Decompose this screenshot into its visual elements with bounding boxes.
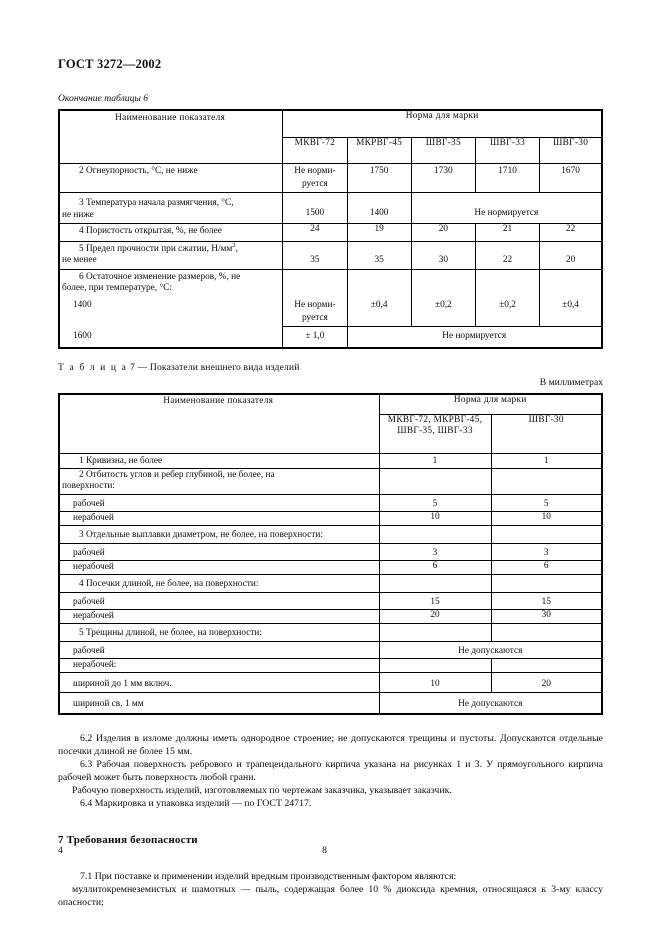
table6-row4-v3: 20 bbox=[411, 223, 475, 241]
table6-row5-v1: 35 bbox=[283, 255, 347, 269]
table7-row14-v1: 10 bbox=[379, 673, 491, 692]
table7-row11-label-text: 5 Трещины длиной, не более, на поверхности: bbox=[79, 628, 262, 639]
table7-row15-merged-value: Не допускаются bbox=[379, 692, 602, 714]
table7-row1-v2: 1 bbox=[491, 453, 602, 468]
table7-row4-label bbox=[59, 512, 379, 526]
table7-row2-label-line1: 2 Отбитость углов и ребер глубиной, не более, на bbox=[79, 470, 275, 481]
table7-row11-v1 bbox=[379, 624, 491, 641]
table6-row5-label-text: 5 Предел прочности при сжатии, Н/мм bbox=[79, 243, 233, 254]
table7-row13-label-text: нерабочей: bbox=[73, 659, 117, 670]
table7-caption-text: — Показатели внешнего вида изделий bbox=[137, 362, 300, 374]
table6-row4-v2: 19 bbox=[347, 223, 411, 241]
table6-row5-label bbox=[59, 241, 283, 269]
table6-row bbox=[59, 269, 602, 296]
table6-row1400-v2: ±0,4 bbox=[347, 296, 411, 327]
table6-row6-label bbox=[59, 269, 283, 296]
table6-row1400-label bbox=[59, 296, 283, 327]
table6-mark-2: МКРВГ-45 bbox=[347, 138, 411, 164]
table6-row5-label-tail: , bbox=[235, 243, 238, 254]
table6-row1400-v3: ±0,2 bbox=[411, 296, 475, 327]
page-number-left: 4 bbox=[58, 845, 63, 856]
table7-row2-label-line2: поверхности: bbox=[62, 481, 115, 492]
clause-6-2: 6.2 Изделия в изломе должны иметь однородное строение; не допускаются трещины и пустоты. Допускаются отдельные посечки длиной не более 15 мм. bbox=[58, 732, 603, 757]
table7-row9-v2: 15 bbox=[491, 592, 602, 609]
table7-row7-label-text: нерабочей bbox=[73, 562, 114, 572]
table7-row7-v2: 6 bbox=[491, 561, 602, 575]
table7-row bbox=[59, 592, 602, 609]
table6-row3-spacer1 bbox=[283, 193, 347, 208]
table7-row14-label-text: шириной до 1 мм включ. bbox=[73, 679, 172, 690]
table7-row4-v2: 10 bbox=[491, 512, 602, 526]
table6-row3-spacer3 bbox=[411, 193, 602, 208]
table7-row2-v1 bbox=[379, 469, 491, 495]
table7-mark-col1 bbox=[379, 415, 491, 454]
table7-row6-v2: 3 bbox=[491, 543, 602, 560]
table6-row1600-label-text: 1600 bbox=[73, 330, 92, 341]
table7-row2-v2 bbox=[491, 469, 602, 495]
table7-row bbox=[59, 692, 602, 714]
clause-6-3: 6.3 Рабочая поверхность ребрового и трапецеидального кирпича указана на рисунках 1 и 3. У прямоугольного кирпича рабочей может быть поверхность любой грани. bbox=[58, 758, 603, 783]
table6-row2-v1b: руется bbox=[283, 179, 347, 193]
table6-row1600-label bbox=[59, 327, 283, 349]
table-6 bbox=[58, 109, 603, 349]
table6-row5-spacer1 bbox=[283, 241, 347, 255]
table6-row3-v1: 1500 bbox=[283, 208, 347, 223]
table7-row4-label-text: нерабочей bbox=[73, 513, 114, 524]
table6-row1400-v4: ±0,2 bbox=[475, 296, 539, 327]
table7-row5-v2 bbox=[491, 526, 602, 543]
table7-row6-label-text: рабочей bbox=[73, 547, 105, 558]
table7-caption-number: 7 bbox=[130, 362, 136, 374]
table7-row bbox=[59, 453, 602, 468]
table7-row8-v2 bbox=[491, 575, 602, 592]
table7-row10-label-text: нерабочей bbox=[73, 610, 114, 621]
table7-row8-label bbox=[59, 575, 379, 592]
table7-row3-v1: 5 bbox=[379, 494, 491, 511]
table6-row5-v4: 22 bbox=[475, 255, 539, 269]
table6-row2-v1a: Не норми- bbox=[283, 164, 347, 180]
table6-row4-v4: 21 bbox=[475, 223, 539, 241]
table6-row4-v5: 22 bbox=[540, 223, 602, 241]
table6-row3-v3-merged: Не нормируется bbox=[411, 208, 602, 223]
table6-row5-v5: 20 bbox=[540, 255, 602, 269]
table6-row5-spacer4 bbox=[475, 241, 539, 255]
table7-row15-label-text: шириной св. 1 мм bbox=[73, 698, 144, 709]
table6-header-row-1 bbox=[59, 110, 602, 137]
table6-row bbox=[59, 241, 602, 255]
table7-row1-label-text: 1 Кривизна, не более bbox=[79, 455, 163, 466]
table7-caption bbox=[58, 362, 603, 374]
table7-row12-label-text: рабочей bbox=[73, 645, 105, 656]
table6-mark-4: ШВГ-33 bbox=[475, 138, 539, 164]
spacer bbox=[58, 810, 603, 834]
table7-group-header: Норма для марки bbox=[379, 394, 602, 415]
standard-header: ГОСТ 3272—2002 bbox=[58, 57, 162, 71]
table7-row9-label bbox=[59, 592, 379, 609]
table6-row4-label-line1: 4 Пористость открытая, %, не более bbox=[79, 225, 222, 236]
table7-name-column-header: Наименование показателя bbox=[59, 394, 379, 454]
table6-row5-spacer5 bbox=[540, 241, 602, 255]
table7-row3-label bbox=[59, 494, 379, 511]
table6-row1600-v1: ± 1,0 bbox=[283, 327, 347, 349]
table6-row2-v5: 1670 bbox=[540, 164, 602, 193]
table6-row5-v3: 30 bbox=[411, 255, 475, 269]
table6-row2-v2: 1750 bbox=[347, 164, 411, 193]
table7-row14-label bbox=[59, 673, 379, 692]
table6-row1600-v2-merged: Не нормируется bbox=[347, 327, 602, 349]
table6-row6-v5 bbox=[540, 269, 602, 296]
table7-row5-label bbox=[59, 526, 379, 543]
table7-row11-v2 bbox=[491, 624, 602, 641]
spacer bbox=[58, 715, 603, 732]
table7-row3-label-text: рабочей bbox=[73, 498, 105, 509]
table7-row6-v1: 3 bbox=[379, 543, 491, 560]
table6-row2-v4: 1710 bbox=[475, 164, 539, 193]
clause-6-3-continuation: Рабочую поверхность изделий, изготовляемых по чертежам заказчика, указывает заказчик. bbox=[72, 785, 452, 797]
table7-row12-merged-value: Не допускаются bbox=[379, 641, 602, 658]
table7-row13-v1 bbox=[379, 658, 491, 672]
table6-row1400-v1a: Не норми- bbox=[283, 296, 347, 313]
table6-row bbox=[59, 164, 602, 180]
table7-units-note: В миллиметрах bbox=[539, 377, 603, 389]
table-7 bbox=[58, 393, 603, 715]
section-7-heading: 7 Требования безопасности bbox=[58, 834, 198, 847]
table7-row10-label bbox=[59, 609, 379, 623]
table7-row13-label bbox=[59, 658, 379, 672]
clause-6-4: 6.4 Маркировка и упаковка изделий — по ГОСТ 24717. bbox=[80, 798, 312, 810]
table6-row5-label-sup: 2 bbox=[232, 241, 236, 249]
table6-row4-label bbox=[59, 223, 283, 241]
table6-row5-spacer2 bbox=[347, 241, 411, 255]
table6-row2-label-line1: 2 Огнеупорность, °С, не ниже bbox=[79, 166, 198, 177]
table6-row6-v3 bbox=[411, 269, 475, 296]
table6-row6-v1 bbox=[283, 269, 347, 296]
table6-row6-label-line1: 6 Остаточное изменение размеров, %, не bbox=[79, 271, 241, 282]
table6-row3-label-line1: 3 Температура начала размягчения, °С, bbox=[79, 198, 234, 209]
table7-row bbox=[59, 561, 602, 575]
table6-mark-3: ШВГ-35 bbox=[411, 138, 475, 164]
table6-row4-v1: 24 bbox=[283, 223, 347, 241]
table7-row12-label bbox=[59, 641, 379, 658]
table7-row bbox=[59, 641, 602, 658]
table7-row8-v1 bbox=[379, 575, 491, 592]
table7-row9-v1: 15 bbox=[379, 592, 491, 609]
clause-7-1: 7.1 При поставке и применении изделий вредным производственным фактором являются: bbox=[80, 871, 457, 883]
table7-row15-label bbox=[59, 692, 379, 714]
table6-row5-v2: 35 bbox=[347, 255, 411, 269]
table7-row bbox=[59, 609, 602, 623]
table7-mark-col1-line2: ШВГ-35, ШВГ-33 bbox=[397, 426, 473, 437]
table6-row5-label-line1 bbox=[62, 241, 278, 255]
table7-row10-v2: 30 bbox=[491, 609, 602, 623]
table7-row7-v1: 6 bbox=[379, 561, 491, 575]
table7-header-row-1 bbox=[59, 394, 602, 415]
table7-row bbox=[59, 494, 602, 511]
table7-row bbox=[59, 658, 602, 672]
table7-row11-label bbox=[59, 624, 379, 641]
table7-row13-v2 bbox=[491, 658, 602, 672]
table6-row3-label bbox=[59, 193, 283, 224]
table6-row2-label bbox=[59, 164, 283, 193]
table6-row6-v2 bbox=[347, 269, 411, 296]
table6-row bbox=[59, 193, 602, 208]
table7-row14-v2: 20 bbox=[491, 673, 602, 692]
page-number-center: 8 bbox=[322, 845, 327, 856]
table7-row1-label bbox=[59, 453, 379, 468]
table7-row bbox=[59, 512, 602, 526]
table7-row3-v2: 5 bbox=[491, 494, 602, 511]
table6-mark-5: ШВГ-30 bbox=[540, 138, 602, 164]
table7-row9-label-text: рабочей bbox=[73, 596, 105, 607]
table7-row5-v1 bbox=[379, 526, 491, 543]
table6-mark-1: МКВГ-72 bbox=[283, 138, 347, 164]
table7-row10-v1: 20 bbox=[379, 609, 491, 623]
table6-group-header: Норма для марки bbox=[283, 110, 602, 137]
table7-row bbox=[59, 543, 602, 560]
table6-name-column-header: Наименование показателя bbox=[59, 110, 283, 164]
table7-row bbox=[59, 575, 602, 592]
table7-mark-col2: ШВГ-30 bbox=[491, 415, 602, 454]
table6-row6-v4 bbox=[475, 269, 539, 296]
spacer bbox=[58, 349, 603, 362]
table6-row1400-label-text: 1400 bbox=[73, 300, 92, 311]
table6-row bbox=[59, 327, 602, 349]
clause-7-1-item-a: муллитокремнеземистых и шамотных — пыль, содержащая более 10 % диоксида кремния, относящаяся к 3-му классу опасности; bbox=[58, 884, 603, 909]
table7-row5-label-text: 3 Отдельные выплавки диаметром, не более, на поверхности: bbox=[79, 530, 323, 541]
table6-row2-v3: 1730 bbox=[411, 164, 475, 193]
table7-row7-label bbox=[59, 561, 379, 575]
table6-row5-spacer3 bbox=[411, 241, 475, 255]
table7-row bbox=[59, 526, 602, 543]
table7-row1-v1: 1 bbox=[379, 453, 491, 468]
table6-row6-label-line2: более, при температуре, °С: bbox=[62, 282, 172, 293]
table7-caption-prefix: Т а б л и ц а bbox=[58, 362, 128, 374]
table7-row bbox=[59, 624, 602, 641]
table7-row6-label bbox=[59, 543, 379, 560]
table6-row1400-v5: ±0,4 bbox=[540, 296, 602, 327]
table6-row bbox=[59, 296, 602, 313]
table6-row5-label-line2: не менее bbox=[62, 255, 97, 266]
table7-mark-col1-line1: МКВГ-72, МКРВГ-45, bbox=[387, 415, 483, 426]
table7-row8-label-text: 4 Посечки длиной, не более, на поверхности: bbox=[79, 579, 259, 590]
table6-row3-label-line2: не ниже bbox=[62, 209, 94, 220]
table7-row2-label bbox=[59, 469, 379, 495]
table6-row3-spacer2 bbox=[347, 193, 411, 208]
table6-row3-v2: 1400 bbox=[347, 208, 411, 223]
table6-caption: Окончание таблицы 6 bbox=[58, 92, 149, 104]
table7-row4-v1: 10 bbox=[379, 512, 491, 526]
page-content bbox=[58, 58, 603, 909]
table6-row bbox=[59, 223, 602, 241]
table6-row1400-v1b: руется bbox=[283, 313, 347, 327]
table7-row bbox=[59, 469, 602, 495]
table7-row bbox=[59, 673, 602, 692]
